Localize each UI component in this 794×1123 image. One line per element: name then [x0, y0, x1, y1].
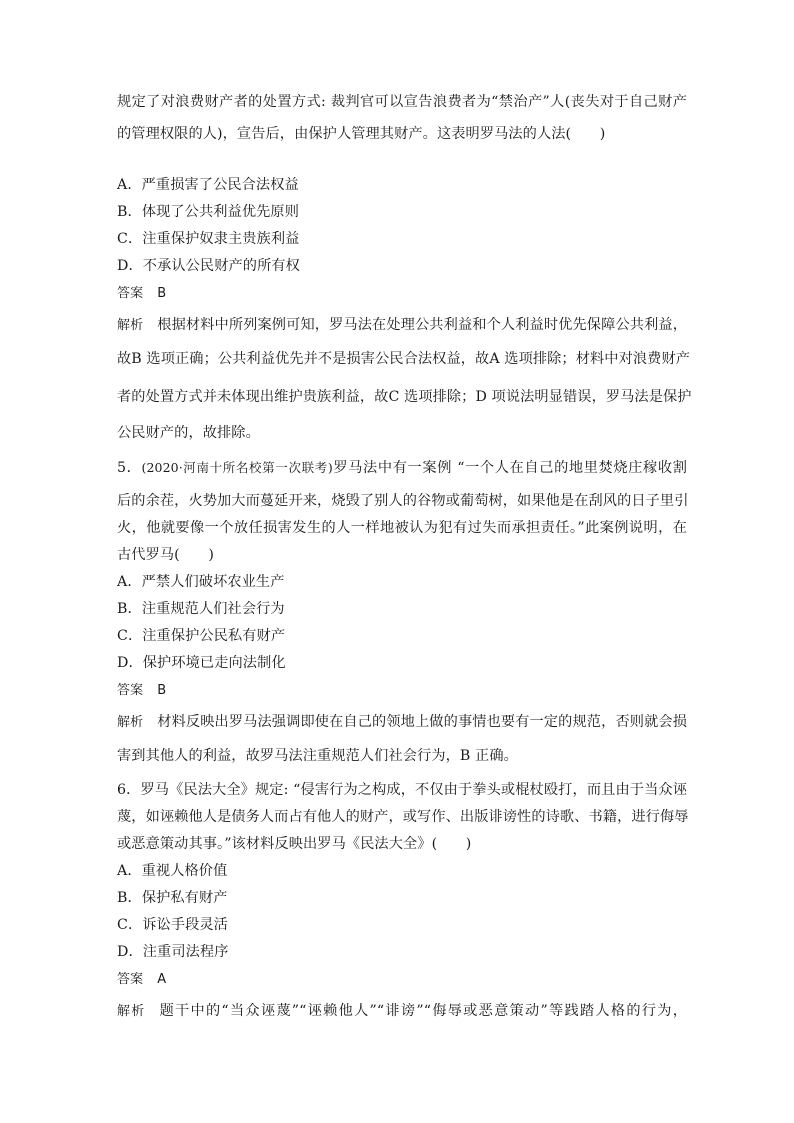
q5-stem-line-2: 后的余茬，火势加大而蔓延开来，烧毁了别人的谷物或葡萄树，如果他是在刮风的日子里引 — [117, 493, 689, 509]
q5-option-b: B．注重规范人们社会行为 — [117, 601, 285, 617]
q4-option-b: B．体现了公共利益优先原则 — [117, 204, 299, 220]
analysis-label: 解析 — [117, 715, 144, 730]
answer-label: 答案 — [117, 286, 144, 301]
q5-analysis-line-2: 害到其他人的利益，故罗马法注重规范人们社会行为，B 正确。 — [117, 748, 518, 764]
q5-answer — [117, 680, 687, 701]
q6-option-b: B．保护私有财产 — [117, 890, 228, 906]
q4-option-c: C．注重保护奴隶主贵族利益 — [117, 231, 300, 247]
q6-answer — [117, 969, 687, 990]
answer-label: 答案 — [117, 683, 144, 698]
answer-value: B — [157, 683, 167, 698]
q6-stem-line-3: 或恶意策动其事。”该材料反映出罗马《民法大全》( ) — [117, 836, 472, 852]
q6-stem-line-2: 蔑，如诬赖他人是债务人而占有他人的财产，或写作、出版诽谤性的诗歌、书籍，进行侮辱 — [117, 809, 689, 825]
q5-option-c: C．注重保护公民私有财产 — [117, 628, 286, 644]
q4-answer — [117, 283, 687, 304]
answer-label: 答案 — [117, 972, 144, 987]
question-source: (2020·河南十所名校第一次联考) — [141, 460, 333, 475]
analysis-text: 材料反映出罗马法强调即使在自己的领地上做的事情也要有一定的规范，否则就会损 — [157, 714, 688, 730]
q6-option-d: D．注重司法程序 — [117, 944, 229, 960]
q4-stem-line-1: 规定了对浪费财产者的处置方式: 裁判官可以宣告浪费者为“禁治产”人(丧失对于自己财产 — [117, 94, 687, 110]
q4-analysis-line-3: 者的处置方式并未体现出维护贵族利益，故C 选项排除；D 项说法明显错误，罗马法是保护 — [117, 389, 692, 405]
answer-value: B — [157, 286, 167, 301]
q4-analysis-line-4: 公民财产的，故排除。 — [117, 425, 260, 441]
question-number: 5． — [117, 460, 142, 476]
q6-option-a: A．重视人格价值 — [117, 863, 228, 879]
analysis-text: 根据材料中所列案例可知，罗马法在处理公共利益和个人利益时优先保障公共利益， — [157, 317, 688, 333]
q5-analysis-line-1 — [117, 712, 687, 733]
q5-stem-line-3: 火，他就要像一个放任损害发生的人一样地被认为犯有过失而承担责任。”此案例说明，在 — [117, 520, 687, 536]
q6-option-c: C．诉讼手段灵活 — [117, 917, 228, 933]
q4-option-a: A．严重损害了公民合法权益 — [117, 177, 299, 193]
q6-analysis-line-1 — [117, 1001, 687, 1022]
answer-value: A — [157, 972, 167, 987]
q6-stem-line-1: 6．罗马《民法大全》规定: “侵害行为之构成，不仅由于拳头或棍杖殴打，而且由于当众诬 — [117, 782, 687, 798]
q5-stem-line-4: 古代罗马( ) — [117, 547, 214, 563]
q5-option-a: A．严禁人们破坏农业生产 — [117, 574, 285, 590]
q5-stem-line-1 — [117, 458, 687, 478]
q5-option-d: D．保护环境已走向法制化 — [117, 655, 286, 671]
q4-analysis-line-1 — [117, 315, 687, 336]
q4-option-d: D．不承认公民财产的所有权 — [117, 258, 300, 274]
analysis-text: 题干中的“当众诬蔑”“诬赖他人”“诽谤”“侮辱或恶意策动”等践踏人格的行为， — [159, 1003, 688, 1019]
question-stem: 罗马法中有一案例 “一个人在自己的地里焚烧庄稼收割 — [332, 460, 687, 476]
q4-analysis-line-2: 故B 选项正确；公共利益优先并不是损害公民合法权益，故A 选项排除；材料中对浪费财产 — [117, 351, 691, 367]
analysis-label: 解析 — [117, 1004, 146, 1019]
analysis-label: 解析 — [117, 318, 144, 333]
q4-stem-line-2: 的管理权限的人)，宣告后，由保护人管理其财产。这表明罗马法的人法( ) — [117, 126, 606, 142]
